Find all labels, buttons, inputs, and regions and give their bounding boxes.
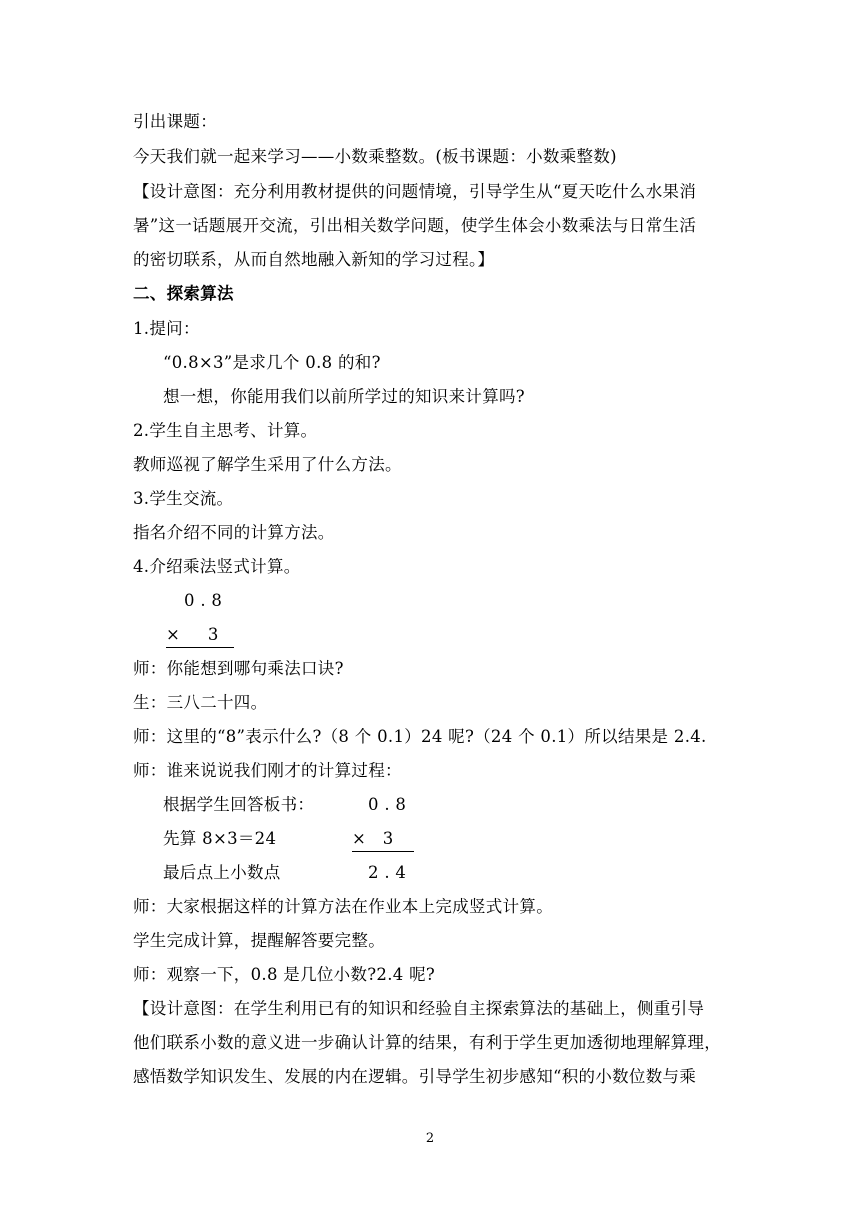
design-intent-line: 他们联系小数的意义进一步确认计算的结果，有利于学生更加透彻地理解算理， bbox=[133, 1033, 721, 1052]
text-line: 指名介绍不同的计算方法。 bbox=[133, 523, 335, 542]
calc1-top: 0 . 8 bbox=[184, 591, 223, 610]
page-number: 2 bbox=[425, 1131, 435, 1146]
text-line: 2.学生自主思考、计算。 bbox=[133, 421, 318, 440]
design-intent-line: 的密切联系，从而自然地融入新知的学习过程。】 bbox=[133, 250, 495, 269]
text-line: 1.提问： bbox=[133, 319, 200, 338]
calc1-bottom: × 3 bbox=[166, 624, 234, 648]
text-line: 引出课题： bbox=[133, 112, 217, 131]
dialogue-line: 师：你能想到哪句乘法口诀? bbox=[133, 659, 344, 678]
text-line: “0.8×3”是求几个 0.8 的和? bbox=[163, 353, 381, 372]
dialogue-line: 师：谁来说说我们刚才的计算过程： bbox=[133, 761, 402, 780]
calc2-top: 0 . 8 bbox=[368, 795, 407, 814]
design-intent-line: 感悟数学知识发生、发展的内在逻辑。引导学生初步感知“积的小数位数与乘 bbox=[133, 1067, 697, 1086]
text-line: 教师巡视了解学生采用了什么方法。 bbox=[133, 455, 402, 474]
text-line: 4.介绍乘法竖式计算。 bbox=[133, 557, 301, 576]
calc2-bottom: × 3 bbox=[352, 828, 414, 852]
text-line: 最后点上小数点 bbox=[163, 863, 281, 882]
design-intent-line: 【设计意图：充分利用教材提供的问题情境，引导学生从“夏天吃什么水果消 bbox=[133, 182, 697, 201]
text-line: 想一想，你能用我们以前所学过的知识来计算吗? bbox=[163, 387, 525, 406]
dialogue-line: 生：三八二十四。 bbox=[133, 693, 268, 712]
text-line: 今天我们就一起来学习——小数乘整数。(板书课题：小数乘整数) bbox=[133, 147, 617, 166]
design-intent-line: 【设计意图：在学生利用已有的知识和经验自主探索算法的基础上，侧重引导 bbox=[133, 999, 705, 1018]
text-line: 3.学生交流。 bbox=[133, 489, 234, 508]
dialogue-line: 师：观察一下，0.8 是几位小数?2.4 呢? bbox=[133, 965, 436, 984]
dialogue-line: 师：大家根据这样的计算方法在作业本上完成竖式计算。 bbox=[133, 897, 553, 916]
design-intent-line: 暑”这一话题展开交流，引出相关数学问题，使学生体会小数乘法与日常生活 bbox=[133, 216, 697, 235]
text-line: 先算 8×3＝24 bbox=[163, 829, 277, 848]
dialogue-line: 师：这里的“8”表示什么?（8 个 0.1）24 呢?（24 个 0.1）所以结果是 2.4. bbox=[133, 727, 707, 746]
calc2-result: 2 . 4 bbox=[368, 863, 407, 882]
text-line: 根据学生回答板书： bbox=[163, 795, 315, 814]
section-heading: 二、探索算法 bbox=[133, 284, 234, 303]
text-line: 学生完成计算，提醒解答要完整。 bbox=[133, 931, 385, 950]
